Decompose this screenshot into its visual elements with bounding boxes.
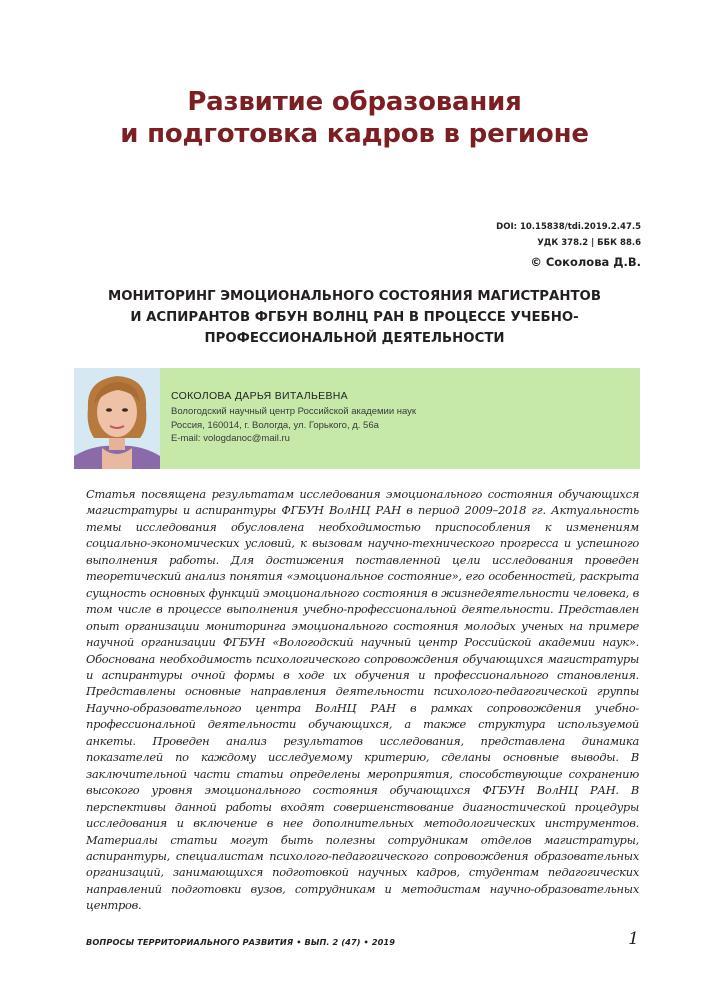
author-affiliation: Вологодский научный центр Российской академии наук xyxy=(171,405,417,417)
author-name: СОКОЛОВА ДАРЬЯ ВИТАЛЬЕВНА xyxy=(171,390,348,402)
author-address: Россия, 160014, г. Вологда, ул. Горького, д. 56а xyxy=(171,419,379,431)
author-details xyxy=(171,390,416,446)
section-heading-line-1: Развитие образования xyxy=(187,87,522,117)
article-title-line-2: И АСПИРАНТОВ ФГБУН ВОЛНЦ РАН В ПРОЦЕССЕ УЧЕБНО- xyxy=(130,310,579,325)
author-photo xyxy=(74,368,160,469)
article-title-line-1: МОНИТОРИНГ ЭМОЦИОНАЛЬНОГО СОСТОЯНИЯ МАГИСТРАНТОВ xyxy=(108,289,601,304)
abstract-text: Статья посвящена результатам исследования эмоционального состояния обучающихся магистратуры и аспирантуры ФГБУН ВолНЦ РАН в период 2009–2018 гг. Актуальность темы исследования обусловлена необходимостью приспособления к изменениям социально-экономических условий, к вызовам научно-технического прогресса и успешного выполнения работы. Для достижения поставленной цели исследования проведен теоретический анализ понятия «эмоциональное состояние», его особенностей, раскрыта сущность основных функций эмоционального состояния в жизнедеятельности человека, в том числе в процессе выполнения учебно-профессиональной деятельности. Представлен опыт организации мониторинга эмоционального состояния молодых ученых на примере научной организации ФГБУН «Вологодский научный центр Российской академии наук». Обоснована необходимость психологического сопровождения обучающихся магистратуры и аспирантуры очной формы в ходе их обучения и профессионального становления. Представлены основные направления деятельности психолого-педагогической группы Научно-образовательного центра ВолНЦ РАН в рамках сопровождения учебно-профессиональной деятельности обучающихся, а также структура используемой анкеты. Проведен анализ результатов исследования, представлена динамика показателей по каждому исследуемому критерию, сделаны основные выводы. В заключительной части статьи определены мероприятия, способствующие сохранению высокого уровня эмоционального состояния обучающихся ФГБУН ВолНЦ РАН. В перспективы данной работы входят совершенствование диагностической процедуры исследования и включение в нее дополнительных методологических инструментов. Материалы статьи могут быть полезны сотрудникам отделов магистратуры, аспирантуры, специалистам психолого-педагогического сопровождения образовательных организаций, занимающихся подготовкой научных кадров, студентам педагогических направлений подготовки вузов, сотрудникам и методистам научно-образовательных центров. xyxy=(86,487,639,913)
author-email[interactable]: E-mail: vologdanoc@mail.ru xyxy=(171,433,290,445)
article-title-line-3: ПРОФЕССИОНАЛЬНОЙ ДЕЯТЕЛЬНОСТИ xyxy=(204,331,505,346)
author-info-box xyxy=(74,368,640,469)
copyright-author: © Соколова Д.В. xyxy=(530,255,641,269)
journal-footer: ВОПРОСЫ ТЕРРИТОРИАЛЬНОГО РАЗВИТИЯ • ВЫП. 2 (47) • 2019 xyxy=(86,937,396,947)
doi-text[interactable]: DOI: 10.15838/tdi.2019.2.47.5 xyxy=(496,222,641,232)
udk-text: УДК 378.2 | ББК 88.6 xyxy=(537,238,641,248)
article-title xyxy=(60,286,649,349)
section-heading xyxy=(0,86,709,150)
article-meta xyxy=(496,219,641,271)
section-heading-line-2: и подготовка кадров в регионе xyxy=(120,119,589,149)
page-number: 1 xyxy=(628,929,639,949)
